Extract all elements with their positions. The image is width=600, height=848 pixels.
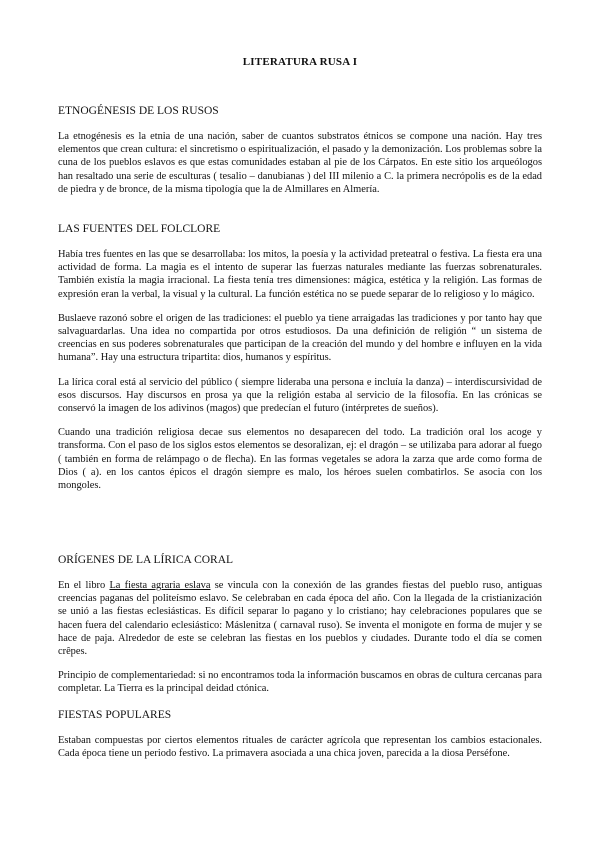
section-fuentes-folclore (58, 222, 542, 492)
paragraph: Había tres fuentes en las que se desarrollaba: los mitos, la poesía y la actividad preteatral o festiva. La fiesta era una actividad de forma. La magia es el intento de superar las fuerzas naturales mediante las fuerzas sobrenaturales. También existía la magia irracional. La fiesta tenía tres dimensiones: mágica, estética y la religión. Las formas de expresión eran la verbal, la visual y la cultural. La función estética no se puede separar de lo religioso y lo mágico. (58, 249, 542, 300)
section-etnogenesis (58, 104, 542, 196)
section-heading: ORÍGENES DE LA LÍRICA CORAL (58, 554, 234, 566)
paragraph (58, 579, 542, 658)
section-fiestas-populares (58, 708, 542, 760)
paragraph: Principio de complementariedad: si no encontramos toda la información buscamos en obras de cultura cercanas para completar. La Tierra es la principal deidad ctónica. (58, 670, 542, 695)
book-title-link[interactable]: La fiesta agraria eslava (109, 580, 211, 591)
section-heading: FIESTAS POPULARES (58, 709, 172, 721)
paragraph: Buslaeve razonó sobre el origen de las tradiciones: el pueblo ya tiene arraigadas las tradiciones y por tanto hay que salvaguardarlas. Una idea no compartida por otros estudiosos. Da una definición de religión “ un sistema de creencias en sus poderes sobrenaturales que participan de la creación del mundo y del hombre e influyen en la vida humana”. Hay una estructura tripartita: dios, humanos y espíritus. (58, 312, 542, 364)
section-origenes-lirica (58, 553, 542, 696)
paragraph: La etnogénesis es la etnia de una nación, saber de cuantos substratos étnicos se compone una nación. Hay tres elementos que crean cultura: el sincretismo o espiritualización, el pasado y la demonización. Los problemas sobre la cuna de los pueblos eslavos es que estas comunidades estaban al pie de los Cárpatos. En este sitio los arqueólogos han resaltado una serie de esculturas ( tesalio – danubianas ) del III milenio a C. la primera necrópolis es de la edad de piedra y de bronce, de la misma tipología que la de Almillares en Almería. (58, 131, 542, 195)
section-heading: ETNOGÉNESIS DE LOS RUSOS (58, 105, 219, 117)
paragraph-text: se vincula con la conexión de las grandes fiestas del pueblo ruso, antiguas creencias paganas del politeísmo eslavo. Se celebraban en cada época del año. Con la llegada de la cristianización se unió a las fiestas eclesiásticas. Es difícil separar lo pagano y lo cristiano; hay celebraciones populares que se hacen fuera del calendario eclesiástico: Máslenitza ( carnaval ruso). Se inventa el monigote en forma de mujer y se hace de paja. Alrededor de este se celebran las fiestas en los pueblos y ciudades. Durante todo el día se comen crêpes. (58, 580, 542, 658)
paragraph: Cuando una tradición religiosa decae sus elementos no desaparecen del todo. La tradición oral los acoge y transforma. Con el paso de los siglos estos elementos se desoralizan, ej: el dragón – se utilizaba para adorar al fuego ( también en forma de relámpago o de flecha). En las formas vegetales se adora la zarza que arde como forma de Dios ( a). en los cantos épicos el dragón siempre es malo, los héroes suelen combatirlos. Se asocia con los mongoles. (58, 427, 542, 492)
paragraph-text: En el libro (58, 580, 110, 591)
section-heading: LAS FUENTES DEL FOLCLORE (58, 223, 221, 235)
paragraph: Estaban compuestas por ciertos elementos rituales de carácter agrícola que representan los cambios estacionales. Cada época tiene un periodo festivo. La primavera asociada a una chica joven, parecida a la diosa Perséfone. (58, 735, 542, 760)
paragraph: La lírica coral está al servicio del público ( siempre lideraba una persona e incluía la danza) – interdiscursividad de esos discursos. Hay discursos en prosa ya que la religión estaba al servicio de la filosofía. En las crónicas se conservó la imagen de los adivinos (magos) que predecían el futuro (intérpretes de sueños). (58, 376, 542, 415)
document-title: LITERATURA RUSA I (242, 56, 358, 68)
